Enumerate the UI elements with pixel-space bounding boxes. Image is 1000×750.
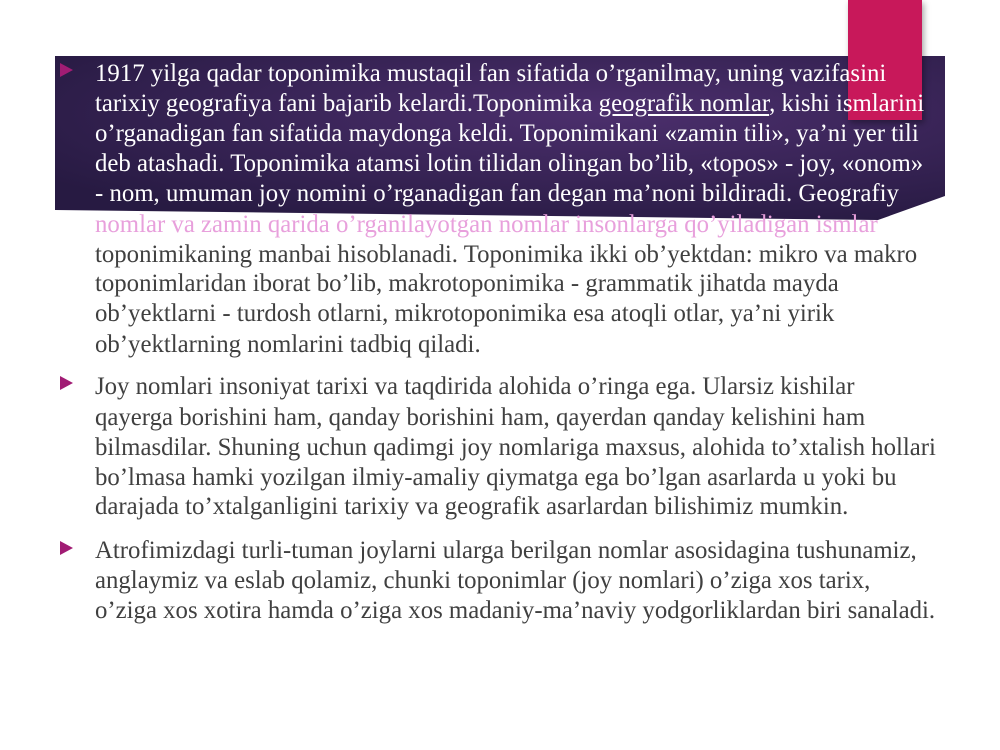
bullet-1-line-6: nomlar va zamin qarida o’rganilayotgan nomlar insonlarga qo’yiladigan ismlar (95, 211, 878, 238)
bullet-1-line-8: toponimlaridan iborat bo’lib, makrotoponimika - grammatik jihatda mayda (95, 270, 839, 297)
bullet-1-line-3: o’rganadigan fan sifatida maydonga keldi. Toponimikani «zamin tili», ya’ni yer tili (95, 120, 919, 147)
bullet-3-line-2: anglaymiz va eslab qolamiz, chunki toponimlar (joy nomlari) o’ziga xos tarix, (95, 567, 871, 594)
bullet-1-line-1: 1917 yilga qadar toponimika mustaqil fan sifatida o’rganilmay, uning vazifasini (95, 60, 887, 87)
triangle-right-icon (60, 63, 73, 77)
bullet-3-line-3: o’ziga xos xotira hamda o’ziga xos madaniy-ma’naviy yodgorliklardan biri sanaladi. (95, 597, 936, 624)
geografik-nomlar-link[interactable]: geografik nomlar (598, 90, 770, 117)
line-text: tarixiy geografiya fani bajarib kelardi.Toponimika (95, 90, 599, 117)
bullet-2-line-3: bilmasdilar. Shuning uchun qadimgi joy nomlariga maxsus, alohida to’xtalish hollari (95, 434, 936, 461)
bullet-2-line-1: Joy nomlari insoniyat tarixi va taqdirida alohida o’ringa ega. Ularsiz kishilar (95, 373, 855, 400)
bullet-1-line-10: ob’yektlarning nomlarini tadbiq qiladi. (95, 331, 481, 358)
bullet-3-line-1: Atrofimizdagi turli-tuman joylarni ularga berilgan nomlar asosidagina tushunamiz, (95, 537, 917, 564)
line-text: , kishi ismlarini (769, 90, 925, 117)
bullet-1-line-7: toponimikaning manbai hisoblanadi. Toponimika ikki ob’yektdan: mikro va makro (95, 241, 918, 268)
bullet-1-line-2 (95, 89, 924, 119)
bullet-2-line-4: bo’lmasa hamki yozilgan ilmiy-amaliy qiymatga ega bo’lgan asarlarda u yoki bu (95, 464, 897, 491)
bullet-1-line-4: deb atashadi. Toponimika atamsi lotin tilidan olingan bo’lib, «topos» - joy, «onom» (95, 150, 924, 177)
bullet-1-line-5: - nom, umuman joy nomini o’rganadigan fan degan ma’noni bildiradi. Geografiy (95, 180, 899, 207)
bullet-1-line-9: ob’yektlarni - turdosh otlarni, mikrotoponimika esa atoqli otlar, ya’ni yirik (95, 300, 835, 327)
triangle-right-icon (60, 376, 73, 390)
bullet-2-line-5: darajada to’xtalganligini tarixiy va geografik asarlardan bilishimiz mumkin. (95, 493, 849, 520)
triangle-right-icon (60, 541, 73, 555)
bullet-2-line-2: qayerga borishini ham, qanday borishini ham, qayerdan qanday kelishini ham (95, 404, 866, 431)
